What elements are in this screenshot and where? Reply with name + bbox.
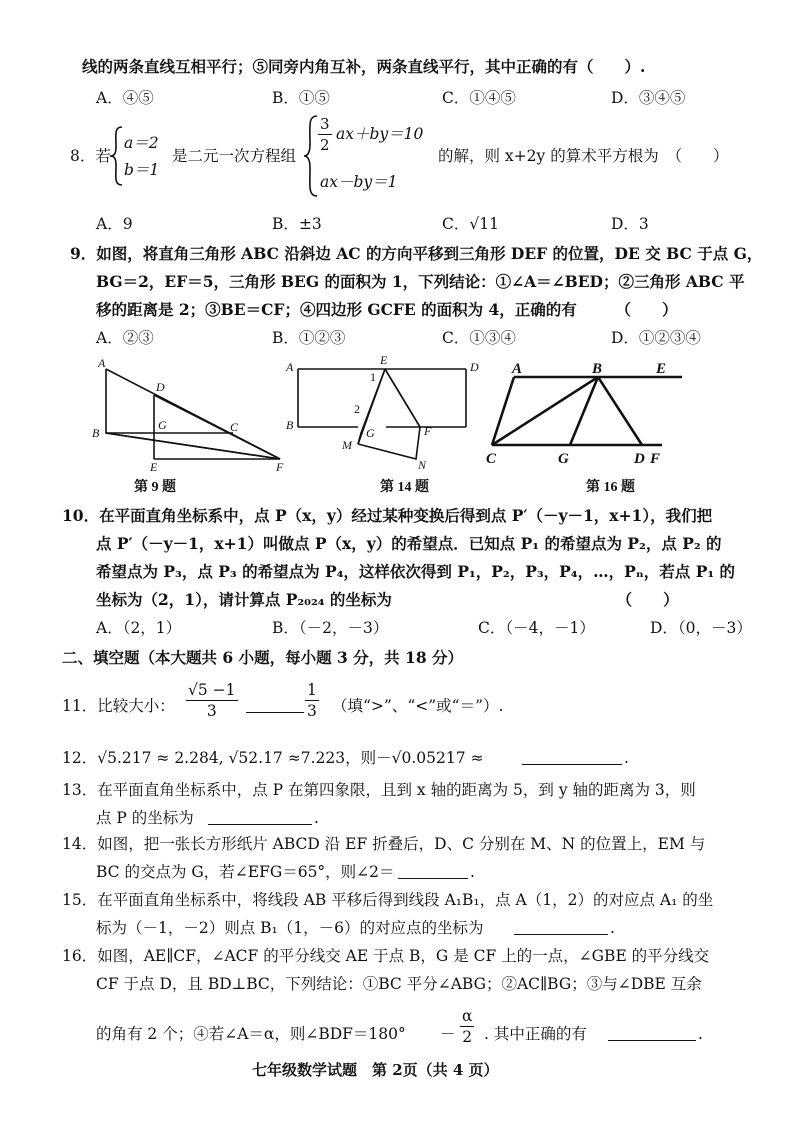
q15-answer-blank[interactable] (514, 920, 608, 935)
q8-fraction-3-2: $\frac{3}{2}$ (320, 115, 330, 154)
f16-label-c: C (486, 451, 497, 467)
q9-line-1: 9．如图，将直角三角形 ABC 沿斜边 AC 的方向平移到三角形 DEF 的位置，DE 交 BC 于点 G， (70, 244, 763, 263)
f16-label-d: D (634, 451, 645, 467)
page-footer: 七年级数学试题 第 2页（共 4 页） (252, 1061, 499, 1079)
f9-label-d: D (156, 380, 165, 394)
q11-fraction-1: $\frac{√5 -1}{3}$ (188, 681, 236, 720)
q8-tail: 的解，则 x+2y 的算术平方根为 （ ） (438, 147, 729, 165)
f14-label-n: N (418, 458, 427, 472)
q10-option-c: C．（－4，－1） (478, 619, 595, 637)
q15-end: . (610, 919, 615, 937)
q13-answer-blank[interactable] (208, 810, 312, 825)
q7-option-d: D．③④⑤ (611, 89, 686, 107)
f14-angle-1: 1 (370, 370, 376, 384)
q9-option-d: D．①②③④ (611, 329, 701, 347)
q10-line-1: 10．在平面直角坐标系中，点 P（x，y）经过某种变换后得到点 P′（－y－1，x+1），我们把 (62, 506, 713, 525)
q7-option-c: C．①④⑤ (442, 89, 516, 107)
figure-9 (106, 369, 280, 459)
q8-equation-2: ax－by＝1 (320, 173, 398, 191)
q10-line-3: 希望点为 P₃，点 P₃ 的希望点为 P₄，这样依次得到 P₁，P₂，P₃，P₄，…，Pₙ，若点 P₁ 的 (96, 562, 736, 581)
q14-line-2: BC 的交点为 G，若∠EFG＝65°，则∠2＝ (96, 863, 395, 881)
q11-tail: （填“>”、“<”或“＝”）. (332, 697, 504, 715)
q10-option-b: B．（－2，－3） (272, 619, 389, 637)
q8-solution-a: a＝2 (124, 134, 159, 152)
q8-number: 8．若 (70, 147, 111, 165)
f14-label-d: D (470, 360, 479, 374)
f9-label-c: C (230, 420, 239, 434)
q10-option-d: D．（0，－3） (650, 619, 752, 637)
figure-14 (298, 369, 466, 459)
q9-option-a: A．②③ (96, 329, 154, 347)
q13-line-2: 点 P 的坐标为 (96, 809, 194, 827)
figure-16-caption: 第 16 题 (586, 480, 635, 495)
q16-minus: － (440, 1025, 456, 1043)
q16-line-3a: 的角有 2 个；④若∠A＝α，则∠BDF＝180° (96, 1025, 406, 1043)
q8-equation-1: ax＋by＝10 (336, 125, 424, 143)
section-2-heading: 二、填空题（本大题共 6 小题，每小题 3 分，共 18 分） (62, 648, 464, 667)
q10-line-2: 点 P′（－y－1，x+1）叫做点 P（x，y）的希望点．已知点 P₁ 的希望点为 P₂，点 P₂ 的 (96, 534, 722, 553)
f14-label-f: F (424, 424, 432, 438)
figures-row (88, 355, 688, 495)
q16-end: . (698, 1025, 703, 1043)
f16-label-a: A (512, 361, 523, 377)
q11-number: 11．比较大小： (62, 697, 175, 715)
f14-label-e: E (380, 355, 388, 367)
q12-answer-blank[interactable] (522, 750, 622, 765)
q8-option-a: A．9 (96, 215, 133, 233)
figure-9-caption: 第 9 题 (134, 480, 176, 495)
f16-label-e: E (656, 361, 667, 377)
q8-option-c: C．√11 (442, 215, 499, 233)
q9-option-c: C．①③④ (442, 329, 516, 347)
q8-solution-b: b＝1 (124, 161, 160, 179)
f16-label-b: B (592, 361, 603, 377)
q16-answer-blank[interactable] (608, 1026, 696, 1041)
q15-line-2: 标为（－1，－2）则点 B₁（1，－6）的对应点的坐标为 (96, 919, 484, 937)
f9-label-a: A (98, 356, 106, 370)
q16-line-3b: . 其中正确的有 (484, 1025, 587, 1043)
q10-line-4: 坐标为（2，1），请计算点 P₂₀₂₄ 的坐标为 （ ） (96, 590, 679, 609)
q14-end: . (470, 863, 475, 881)
q11-answer-blank[interactable] (246, 698, 304, 713)
q8-middle-text: 是二元一次方程组 (172, 147, 297, 165)
q10-option-a: A．（2，1） (96, 619, 182, 637)
figure-14-caption: 第 14 题 (380, 480, 429, 495)
q14-line-1: 14．如图，把一张长方形纸片 ABCD 沿 EF 折叠后，D、C 分别在 M、N 的位置上，EM 与 (62, 835, 706, 853)
f14-label-a: A (286, 360, 294, 374)
q9-line-3: 移的距离是 2；③BE＝CF；④四边形 GCFE 的面积为 4，正确的有 （ ） (96, 300, 678, 319)
q16-line-1: 16．如图，AE∥CF，∠ACF 的平分线交 AE 于点 B，G 是 CF 上的一点，∠GBE 的平分线交 (62, 947, 710, 965)
q8-option-d: D．3 (611, 215, 649, 233)
f9-label-g: G (158, 418, 167, 432)
figure-16 (492, 377, 682, 445)
q7-option-a: A．④⑤ (96, 89, 154, 107)
f14-label-b: B (286, 418, 294, 432)
q7-line: 线的两条直线互相平行；⑤同旁内角互补，两条直线平行，其中正确的有（ ）. (82, 57, 646, 76)
q9-option-b: B．①②③ (272, 329, 346, 347)
q12-end: . (624, 749, 629, 767)
f16-label-g: G (558, 451, 569, 467)
q15-line-1: 15．在平面直角坐标系中，将线段 AB 平移后得到线段 A₁B₁，点 A（1，2）的对应点 A₁ 的坐 (62, 891, 714, 909)
f9-label-b: B (92, 426, 100, 440)
q12-text: 12．√5.217 ≈ 2.284, √52.17 ≈7.223，则－√0.05217 ≈ (62, 749, 484, 767)
q8-option-b: B．±3 (272, 215, 322, 233)
q16-line-2: CF 于点 D，且 BD⊥BC，下列结论：①BC 平分∠ABG；②AC∥BG；③与∠DBE 互余 (96, 975, 702, 993)
q11-fraction-2: $\frac{1}{3}$ (307, 681, 317, 720)
q7-option-b: B．①⑤ (272, 89, 330, 107)
f9-label-e: E (150, 460, 158, 474)
f14-label-m: M (342, 438, 352, 452)
f9-label-f: F (276, 460, 284, 474)
q14-answer-blank[interactable] (398, 864, 468, 879)
q13-end: . (314, 809, 319, 827)
q16-fraction-alpha-2: $\frac{\alpha}{2}$ (462, 1007, 473, 1046)
q9-line-2: BG＝2，EF＝5，三角形 BEG 的面积为 1，下列结论：①∠A＝∠BED；②三角形 ABC 平 (96, 272, 745, 291)
q13-line-1: 13．在平面直角坐标系中，点 P 在第四象限，且到 x 轴的距离为 5，到 y 轴的距离为 3，则 (62, 781, 696, 799)
f14-label-g: G (366, 426, 375, 440)
f16-label-f: F (650, 451, 661, 467)
f14-angle-2: 2 (354, 402, 360, 416)
